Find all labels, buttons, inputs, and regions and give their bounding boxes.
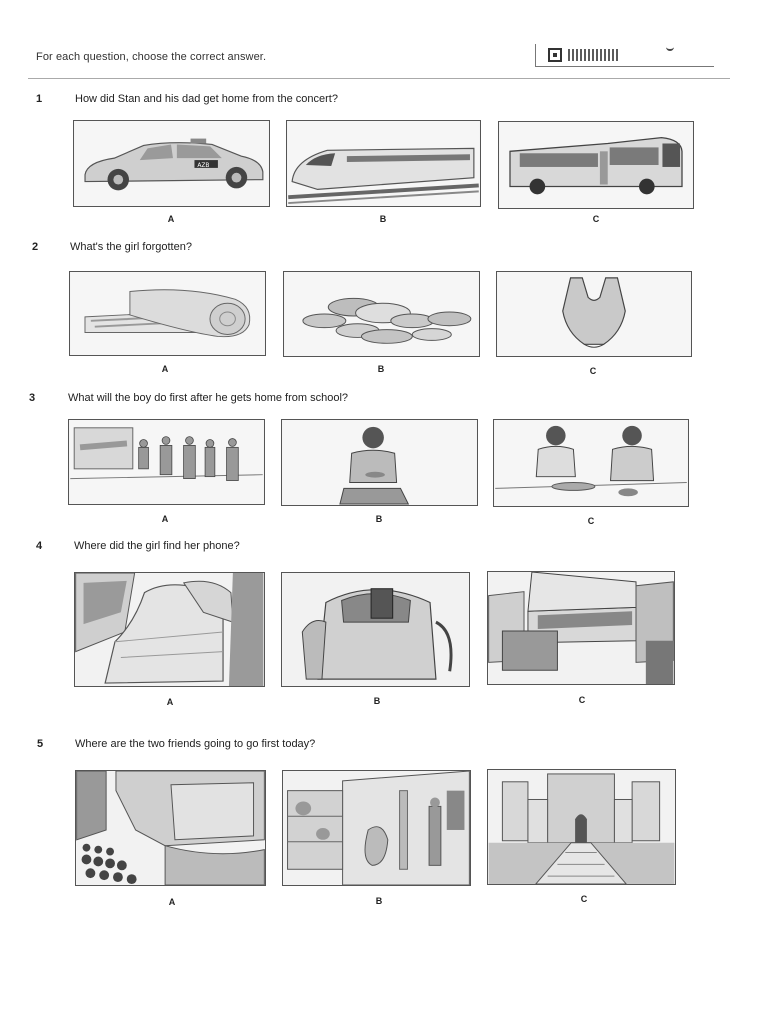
option-a-image[interactable] (73, 120, 270, 207)
question-text: What will the boy do first after he gets home from school? (68, 392, 349, 404)
option-c-letter: C (589, 366, 597, 376)
option-a-image[interactable] (74, 572, 265, 687)
station-people-icon (69, 420, 264, 504)
option-a-image[interactable] (69, 271, 266, 356)
taxi-icon (74, 121, 269, 206)
option-a-image[interactable] (68, 419, 265, 505)
qr-marker-icon (548, 48, 562, 62)
question-text: What's the girl forgotten? (70, 241, 192, 253)
castle-icon (488, 770, 675, 884)
option-c-image[interactable] (498, 121, 694, 209)
question-number: 5 (37, 738, 44, 750)
boy-eating-icon (282, 420, 477, 505)
barcode-icon (568, 49, 618, 61)
question-number: 3 (29, 392, 36, 404)
instructions-text: For each question, choose the correct answer. (36, 51, 267, 63)
header-divider (28, 78, 730, 79)
option-c-image[interactable] (487, 571, 675, 685)
option-a-letter: A (167, 214, 175, 224)
option-b-letter: B (375, 896, 383, 906)
question-text: Where are the two friends going to go first today? (75, 738, 316, 750)
option-a-letter: A (161, 514, 169, 524)
qr-code-box (535, 44, 714, 67)
question-number: 2 (32, 241, 39, 253)
option-b-image[interactable] (281, 572, 470, 687)
option-a-letter: A (166, 697, 174, 707)
option-c-letter: C (592, 214, 600, 224)
option-c-image[interactable] (496, 271, 692, 357)
question-number: 1 (36, 93, 43, 105)
option-b-letter: B (379, 214, 387, 224)
option-b-image[interactable] (286, 120, 481, 207)
option-c-letter: C (578, 695, 586, 705)
backpack-icon (282, 573, 469, 686)
option-a-letter: A (168, 897, 176, 907)
option-b-letter: B (375, 514, 383, 524)
bus-icon (499, 122, 693, 208)
option-a-image[interactable] (75, 770, 266, 886)
corner-mark-icon (666, 44, 674, 51)
option-b-image[interactable] (282, 770, 471, 886)
towel-icon (70, 272, 265, 355)
coins-icon (284, 272, 479, 356)
option-a-letter: A (161, 364, 169, 374)
question-text: How did Stan and his dad get home from the concert? (75, 93, 338, 105)
museum-icon (283, 771, 470, 885)
question-number: 4 (36, 540, 43, 552)
school-desk-icon (488, 572, 674, 684)
option-c-image[interactable] (493, 419, 689, 507)
option-c-letter: C (580, 894, 588, 904)
theatre-icon (76, 771, 265, 885)
option-c-image[interactable] (487, 769, 676, 885)
question-text: Where did the girl find her phone? (74, 540, 240, 552)
svg-text:AZB: AZB (197, 162, 210, 169)
swimsuit-icon (497, 272, 691, 356)
option-b-image[interactable] (281, 419, 478, 506)
train-icon (287, 121, 480, 206)
car-seat-icon (75, 573, 264, 686)
cooking-icon (494, 420, 688, 506)
option-c-letter: C (587, 516, 595, 526)
option-b-letter: B (377, 364, 385, 374)
option-b-image[interactable] (283, 271, 480, 357)
option-b-letter: B (373, 696, 381, 706)
